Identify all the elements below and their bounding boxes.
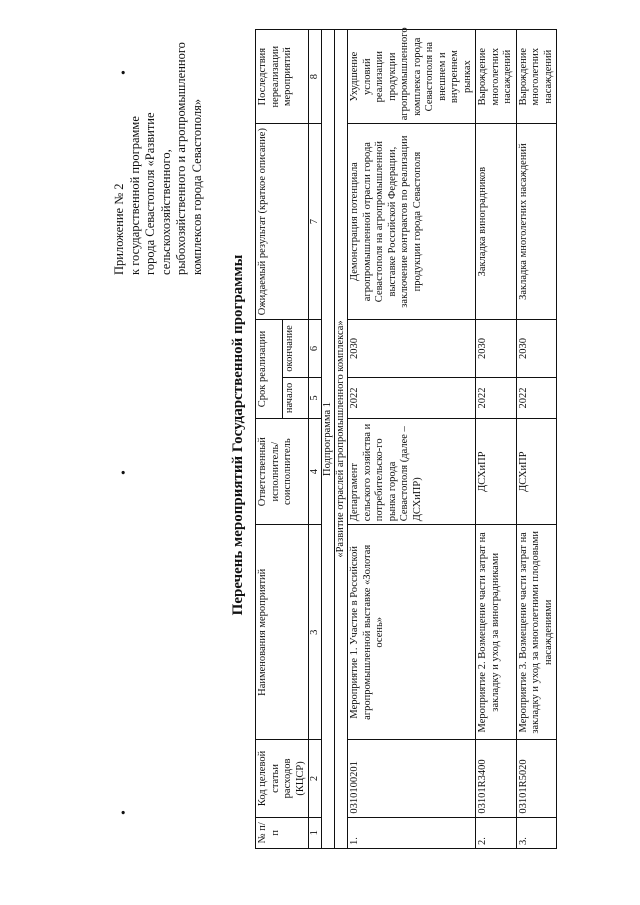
row-executor: ДСХиПР xyxy=(516,419,557,525)
table-row xyxy=(516,30,557,849)
appendix-line: сельскохозяйственного, xyxy=(158,149,173,275)
subprogram-title: Подпрограмма 1 xyxy=(322,30,335,849)
header-row xyxy=(256,30,283,849)
header-executor: Ответственный исполнитель/ соисполнитель xyxy=(256,419,309,525)
row-start: 2022 xyxy=(516,377,557,418)
header-num: № п/п xyxy=(256,817,309,848)
table-row xyxy=(348,30,476,849)
header-end: окончание xyxy=(282,319,309,377)
row-name: Мероприятие 1. Участие в Российской агропромышленной выставке «Золотая осень» xyxy=(348,525,476,740)
index-cell: 2 xyxy=(309,740,322,817)
index-cell: 3 xyxy=(309,525,322,740)
index-row xyxy=(309,30,322,849)
appendix-line: комплексов города Севастополя» xyxy=(189,98,204,275)
appendix-line: Приложение № 2 xyxy=(112,183,126,275)
index-cell: 6 xyxy=(309,319,322,377)
scan-dot: • xyxy=(117,810,132,815)
row-end: 2030 xyxy=(516,319,557,377)
row-code: 03101R5020 xyxy=(516,740,557,817)
scan-dot: • xyxy=(117,470,132,475)
row-result: Демонстрация потенциала агропромышленной отрасли города Севастополя на агропромышленной выставке Российской Федерации, заключение контрактов по реализации продукции города Севастополя xyxy=(348,124,476,320)
table-row xyxy=(476,30,517,849)
row-name: Мероприятие 3. Возмещение части затрат на закладку и уход за многолетними плодовыми насаждениями xyxy=(516,525,557,740)
appendix-line: города Севастополя «Развитие xyxy=(143,112,157,275)
scan-dot: • xyxy=(117,70,132,75)
measures-table xyxy=(255,29,557,849)
subprogram-title-row xyxy=(322,30,335,849)
row-result: Закладка виноградников xyxy=(476,124,517,320)
row-consequences: Ухудшение условий реализации продукции агропромышленного комплекса города Севастополя на внешнем и внутреннем рынках xyxy=(348,30,476,124)
appendix-block xyxy=(112,15,205,275)
row-start: 2022 xyxy=(348,377,476,418)
page-title: Перечень мероприятий Государственной программы xyxy=(230,254,246,616)
row-end: 2030 xyxy=(348,319,476,377)
appendix-line: рыбохозяйственного и агропромышленного xyxy=(174,42,188,275)
row-result: Закладка многолетних насаждений xyxy=(516,124,557,320)
index-cell: 8 xyxy=(309,30,322,124)
row-end: 2030 xyxy=(476,319,517,377)
row-num: 2. xyxy=(476,817,517,848)
header-start: начало xyxy=(282,377,309,418)
header-code: Код целевой статьи расходов (КЦСР) xyxy=(256,740,309,817)
row-name: Мероприятие 2. Возмещение части затрат на закладку и уход за виноградниками xyxy=(476,525,517,740)
appendix-line: к государственной программе xyxy=(127,116,142,275)
header-period: Срок реализации xyxy=(256,319,283,418)
header-result: Ожидаемый результат (краткое описание) xyxy=(256,124,309,320)
header-consequences: Последствия нереализации мероприятий xyxy=(256,30,309,124)
row-start: 2022 xyxy=(476,377,517,418)
header-name: Наименования мероприятий xyxy=(256,525,309,740)
row-num: 3. xyxy=(516,817,557,848)
row-code: 0310100201 xyxy=(348,740,476,817)
subprogram-name: «Развитие отраслей агропромышленного комплекса» xyxy=(335,30,348,849)
subprogram-name-row xyxy=(335,30,348,849)
index-cell: 1 xyxy=(309,817,322,848)
row-code: 03101R3400 xyxy=(476,740,517,817)
row-num: 1. xyxy=(348,817,476,848)
row-executor: ДСХиПР xyxy=(476,419,517,525)
row-consequences: Вырождение многолетних насаждений xyxy=(476,30,517,124)
row-executor: Департамент сельского хозяйства и потребительско-го рынка города Севастополя (далее – ДСХиПР) xyxy=(348,419,476,525)
index-cell: 5 xyxy=(309,377,322,418)
row-consequences: Вырождение многолетних насаждений xyxy=(516,30,557,124)
index-cell: 4 xyxy=(309,419,322,525)
index-cell: 7 xyxy=(309,124,322,320)
